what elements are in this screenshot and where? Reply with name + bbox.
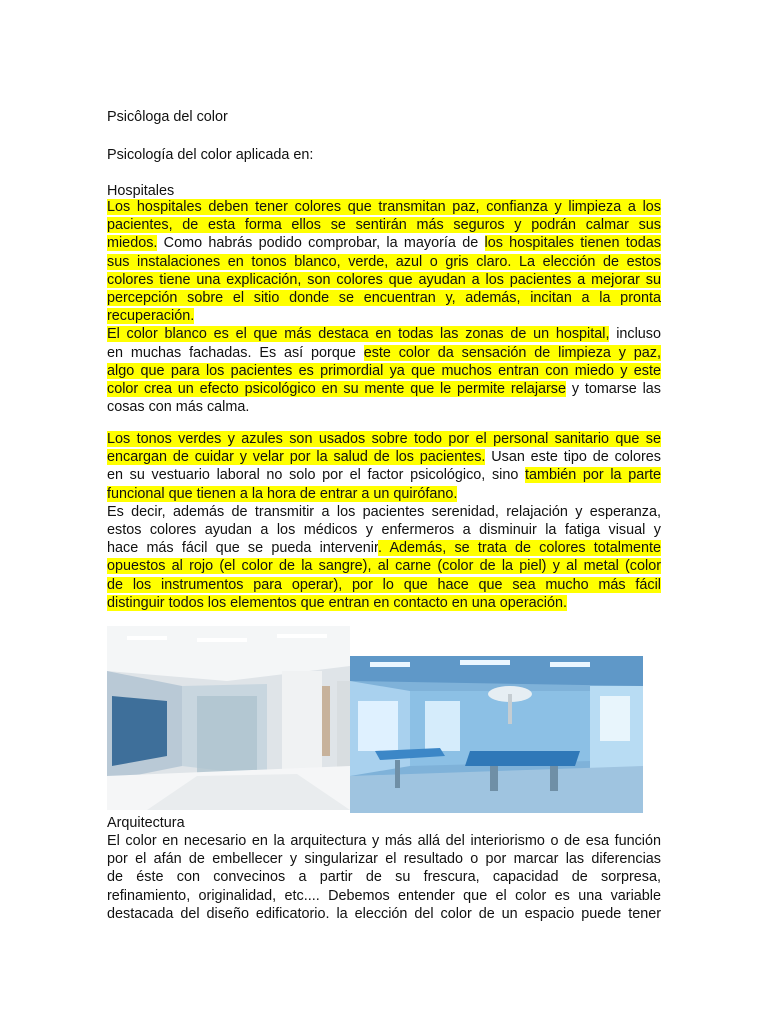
highlighted-text: funcional que tienen a la hora de entrar a un quirófano.	[107, 485, 458, 502]
text-segment: estos colores ayudan a los médicos y enfermeros a disminuir la fatiga visual y	[107, 522, 661, 538]
text-line	[107, 485, 457, 503]
highlighted-text: . Además, se trata de colores totalmente	[378, 540, 661, 557]
highlighted-text: sus instalaciones en tonos blanco, verde, azul o gris claro. La elección de estos	[107, 253, 661, 270]
text-line	[107, 234, 661, 252]
text-line	[107, 448, 661, 466]
text-line	[107, 521, 661, 539]
text-segment: destacada del diseño edificatorio. la elección del color de un espacio puede tener	[107, 905, 661, 922]
text-line	[107, 503, 661, 521]
highlighted-text: El color blanco es el que más destaca en todas las zonas de un hospital,	[107, 326, 610, 343]
text-line	[107, 271, 661, 289]
text-line	[107, 198, 661, 216]
highlighted-text: miedos.	[107, 235, 158, 252]
text-segment: Como habrás podido comprobar, la mayoría de	[157, 235, 485, 252]
highlighted-text: Los hospitales deben tener colores que transmitan paz, confianza y limpieza a los	[107, 199, 661, 215]
text-line	[107, 325, 661, 343]
operating-room-photo	[350, 656, 643, 813]
text-segment: hace más fácil que se pueda intervenir	[107, 540, 379, 557]
highlighted-text: color crea un efecto psicológico en su mente que le permite relajarse	[107, 381, 567, 397]
text-line	[107, 466, 661, 484]
text-segment: Es decir, además de transmitir a los pacientes serenidad, relajación y esperanza,	[107, 503, 661, 520]
text-segment: de éste con convecinos a partir de su frescura, capacidad de sorpresa,	[107, 869, 661, 886]
highlighted-text: opuestos al rojo (el color de la sangre), al carne (color de la piel) y al metal (color	[107, 558, 661, 575]
text-line	[107, 868, 661, 886]
text-segment: incluso	[609, 326, 661, 343]
document-subtitle: Psicología del color aplicada en:	[107, 147, 314, 163]
hospital-corridor-photo	[107, 626, 350, 810]
text-line	[107, 539, 661, 557]
text-segment: en muchas fachadas. Es así porque	[107, 344, 364, 361]
highlighted-text: los hospitales tienen todas	[484, 235, 661, 252]
text-line	[107, 216, 661, 234]
highlighted-text: también por la parte	[525, 467, 662, 484]
highlighted-text: de los instrumentos para operar), por lo que hace que sea mucho más fácil	[107, 576, 661, 593]
text-line	[107, 557, 661, 575]
highlighted-text: pacientes, de esta forma ellos se sentirán más seguros y podrán calmar sus	[107, 217, 661, 234]
text-line	[107, 253, 661, 271]
highlighted-text: algo que para los pacientes es primordial ya que muchos entran con miedo y este	[107, 362, 661, 379]
heading-arquitectura: Arquitectura	[107, 815, 185, 831]
text-line	[107, 362, 661, 380]
text-line	[107, 905, 661, 923]
text-line	[107, 832, 661, 850]
text-line	[107, 398, 249, 416]
highlighted-text: encargan de cuidar y velar por la salud de los pacientes.	[107, 449, 486, 466]
text-line	[107, 344, 661, 362]
text-segment: cosas con más calma.	[107, 399, 250, 416]
document-title: Psicôloga del color	[107, 109, 228, 125]
highlighted-text: recuperación.	[107, 308, 195, 325]
text-segment: por el afán de embellecer y singularizar el resultado o por marcar las diferencias	[107, 851, 661, 868]
highlighted-text: percepción sobre el sitio donde se encuentran y, además, incitan a la pronta	[107, 290, 661, 306]
highlighted-text: este color da sensación de limpieza y paz,	[363, 344, 661, 361]
heading-hospitales: Hospitales	[107, 183, 175, 199]
text-segment: El color en necesario en la arquitectura y más allá del interiorismo o de esa función	[107, 833, 661, 849]
text-line	[107, 380, 661, 398]
text-line	[107, 307, 194, 325]
highlighted-text: colores tiene una explicación, son colores que ayudan a los pacientes a mejorar su	[107, 271, 661, 288]
text-line	[107, 887, 661, 905]
text-line	[107, 576, 661, 594]
text-segment: refinamiento, originalidad, etc.... Debemos entender que el color es una variable	[107, 887, 661, 904]
text-segment: Usan este tipo de colores	[485, 449, 661, 466]
text-segment: en su vestuario laboral no solo por el factor psicológico, sino	[107, 467, 526, 484]
text-line	[107, 430, 661, 448]
text-line	[107, 594, 567, 612]
text-segment: y tomarse las	[566, 381, 661, 397]
highlighted-text: distinguir todos los elementos que entran en contacto en una operación.	[107, 594, 568, 611]
highlighted-text: Los tonos verdes y azules son usados sobre todo por el personal sanitario que se	[107, 431, 661, 447]
text-line	[107, 850, 661, 868]
text-line	[107, 289, 661, 307]
